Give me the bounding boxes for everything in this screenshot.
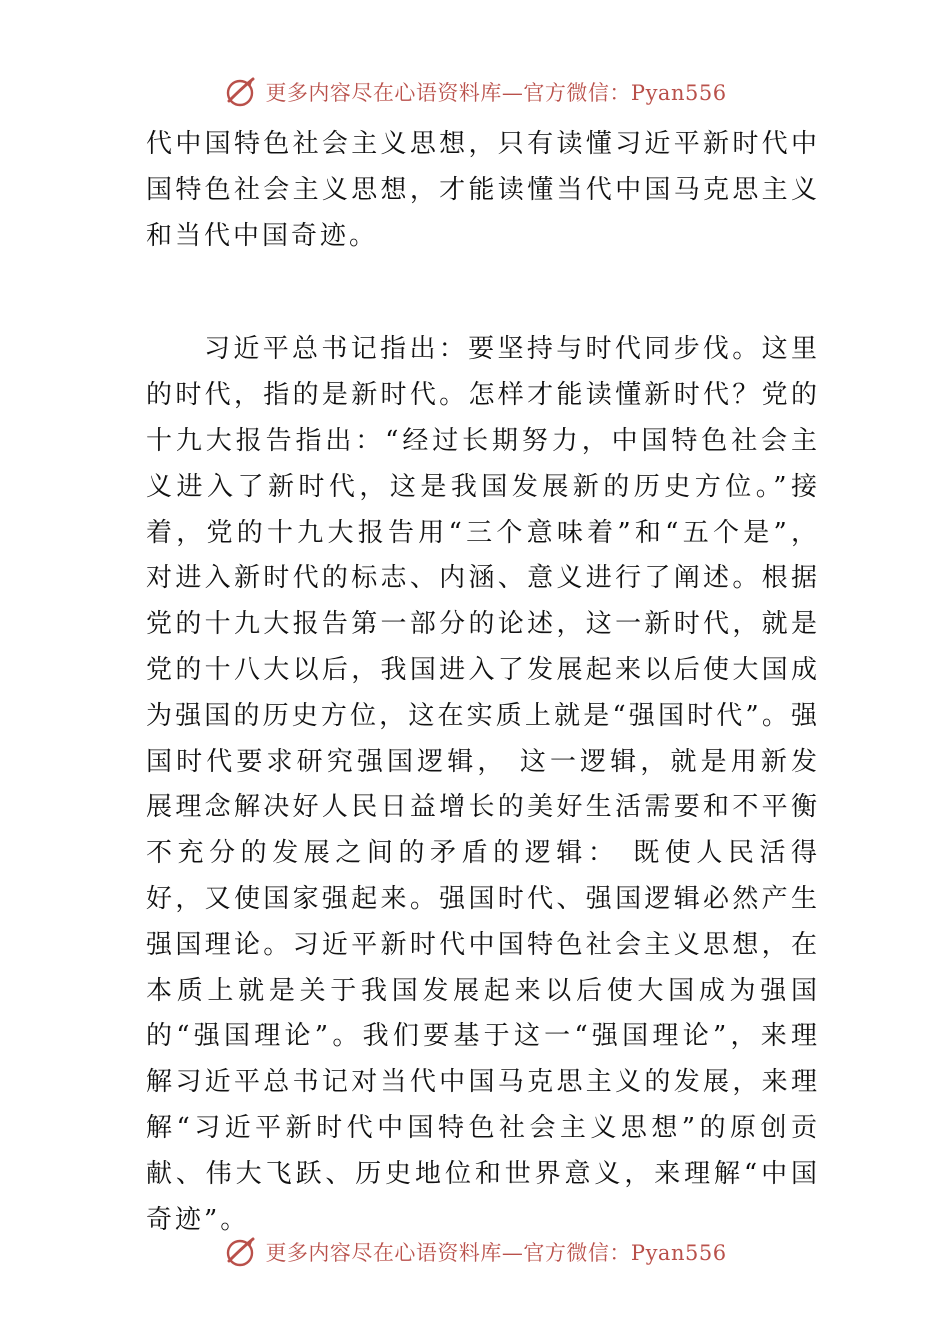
document-body (146, 122, 820, 1243)
paragraph-1: 代中国特色社会主义思想，只有读懂习近平新时代中国特色社会主义思想，才能读懂当代中国马克思主义和当代中国奇迹。 (146, 129, 820, 251)
footer-banner-text: 更多内容尽在心语资料库—官方微信：Pyan556 (265, 1241, 727, 1265)
header-watermark-banner (0, 72, 950, 112)
paragraph-2: 习近平总书记指出：要坚持与时代同步伐。这里的时代，指的是新时代。怎样才能读懂新时代？党的十九大报告指出：“经过长期努力，中国特色社会主义进入了新时代，这是我国发展新的历史方位。”接着，党的十九大报告用“三个意味着”和“五个是”，对进入新时代的标志、内涵、意义进行了阐述。根据党的十九大报告第一部分的论述，这一新时代，就是党的十八大以后，我国进入了发展起来以后使大国成为强国的历史方位，这在实质上就是“强国时代”。强国时代要求研究强国逻辑， 这一逻辑，就是用新发展理念解决好人民日益增长的美好生活需要和不平衡不充分的发展之间的矛盾的逻辑： 既使人民活得好，又使国家强起来。强国时代、强国逻辑必然产生强国理论。习近平新时代中国特色社会主义思想，在本质上就是关于我国发展起来以后使大国成为强国的“强国理论”。我们要基于这一“强国理论”，来理解习近平总书记对当代中国马克思主义的发展，来理解“习近平新时代中国特色社会主义思想”的原创贡献、伟大飞跃、历史地位和世界意义，来理解“中国奇迹”。 (146, 334, 820, 1235)
header-banner-text: 更多内容尽在心语资料库—官方微信：Pyan556 (265, 81, 727, 105)
footer-watermark-banner (0, 1232, 950, 1272)
pen-logo-icon (223, 75, 257, 109)
pen-logo-icon (223, 1235, 257, 1269)
